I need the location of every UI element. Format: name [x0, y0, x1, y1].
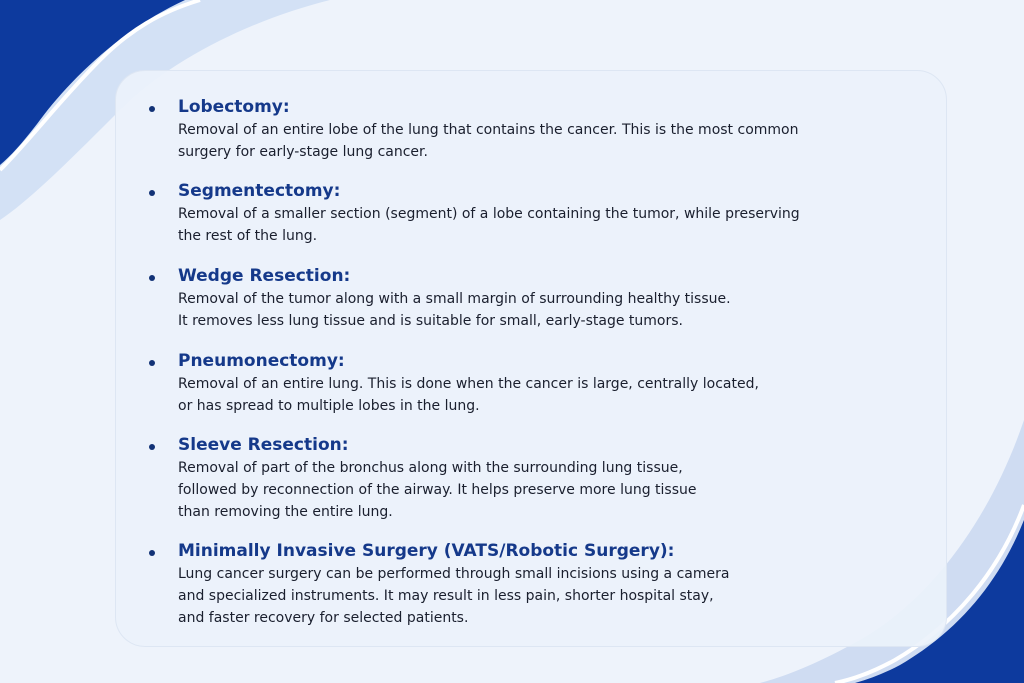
description-line: followed by reconnection of the airway. It helps preserve more lung tissue	[178, 482, 697, 498]
description-line: or has spread to multiple lobes in the lung.	[178, 398, 480, 414]
item-title: Sleeve Resection:	[178, 435, 349, 455]
item-title: Minimally Invasive Surgery (VATS/Robotic Surgery):	[178, 541, 675, 561]
item-description	[178, 373, 878, 417]
description-line: surgery for early-stage lung cancer.	[178, 144, 428, 160]
description-line: Lung cancer surgery can be performed through small incisions using a camera	[178, 566, 730, 582]
bullet-dot-icon	[149, 190, 155, 196]
description-line: than removing the entire lung.	[178, 504, 393, 520]
bullet-dot-icon	[149, 444, 155, 450]
item-description	[178, 457, 878, 523]
item-title: Lobectomy:	[178, 97, 290, 117]
bullet-dot-icon	[149, 360, 155, 366]
bullet-dot-icon	[149, 106, 155, 112]
description-line: Removal of part of the bronchus along with the surrounding lung tissue,	[178, 460, 683, 476]
description-line: the rest of the lung.	[178, 228, 318, 244]
bullet-dot-icon	[149, 550, 155, 556]
description-line: Removal of the tumor along with a small margin of surrounding healthy tissue.	[178, 291, 731, 307]
item-title: Segmentectomy:	[178, 181, 341, 201]
bullet-dot-icon	[149, 275, 155, 281]
item-description	[178, 203, 878, 247]
item-title: Wedge Resection:	[178, 266, 351, 286]
item-title: Pneumonectomy:	[178, 351, 345, 371]
item-description	[178, 563, 878, 629]
description-line: Removal of a smaller section (segment) of a lobe containing the tumor, while preserving	[178, 206, 800, 222]
description-line: It removes less lung tissue and is suitable for small, early-stage tumors.	[178, 313, 683, 329]
item-description	[178, 288, 878, 332]
description-line: and faster recovery for selected patients.	[178, 610, 469, 626]
description-line: Removal of an entire lobe of the lung that contains the cancer. This is the most common	[178, 122, 799, 138]
description-line: Removal of an entire lung. This is done when the cancer is large, centrally located,	[178, 376, 759, 392]
description-line: and specialized instruments. It may result in less pain, shorter hospital stay,	[178, 588, 714, 604]
item-description	[178, 119, 878, 163]
